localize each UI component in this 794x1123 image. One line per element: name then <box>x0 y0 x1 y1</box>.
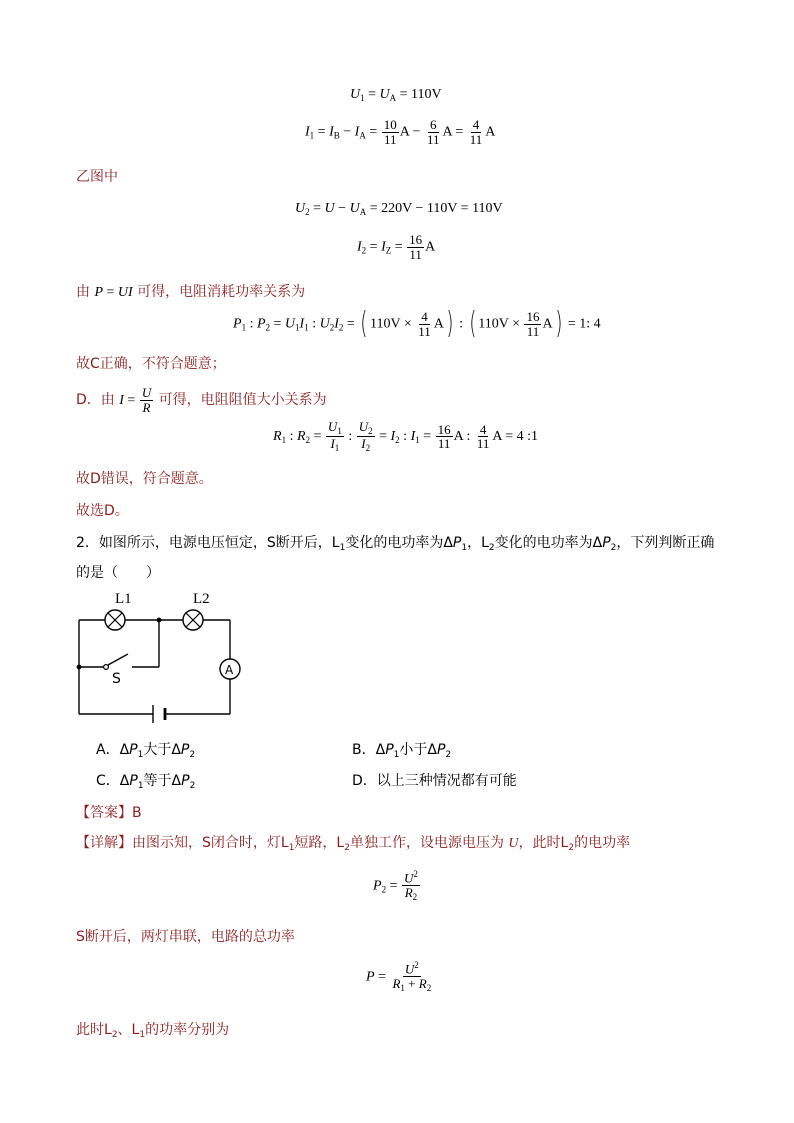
ammeter-label: A <box>225 663 234 677</box>
equation-u1: $U_1 = U_A = 110V$ <box>350 87 442 103</box>
switch-contact <box>104 665 109 670</box>
lamp-l2 <box>183 610 203 630</box>
p-intro: 由 P = UI 可得，电阻消耗功率关系为 <box>76 284 306 300</box>
equation-u2: $U_2 = U - U_A = 220V - 110V = 110V$ <box>295 201 503 217</box>
answer-label: 【答案】 <box>76 805 132 821</box>
d-wrong: 故D错误，符合题意。 <box>76 471 213 487</box>
answer-value: B <box>132 805 142 821</box>
equation-i2: $I_2 = I_Z$ = $\frac{16}{11}$ A <box>357 232 436 262</box>
option-a[interactable]: A．$\Delta P_1$大于$\Delta P_2$ <box>96 742 196 760</box>
equation-p-ratio: $P_1$ : $P_2 = U_1I_1$ : $U_2I_2$ = ( 110V × $\frac{4}{11}$ A) : ( 110V × $\frac{16}{11}$ A) = 1: 4 <box>233 306 601 342</box>
junction-dot-left <box>77 665 82 670</box>
lamp-l1-label: L1 <box>115 591 132 607</box>
detail-line: 【详解】由图示知，S闭合时，灯$L_1$短路，$L_2$单独工作，设电源电压为 U，此时$L_2$的电功率 <box>76 835 631 853</box>
equation-p2: $P_2$ = $\frac{U^2}{R_2}$ <box>373 869 418 902</box>
question-text-line2: 的是（ ） <box>76 565 160 581</box>
question-text-line1: 2．如图所示，电源电压恒定，S断开后，$L_1$变化的电功率为$\Delta P_1$，$L_2$变化的电功率为$\Delta P_2$，下列判断正确 <box>76 535 715 553</box>
yi-heading: 乙图中 <box>76 169 118 185</box>
option-c[interactable]: C．$\Delta P_1$等于$\Delta P_2$ <box>96 773 196 791</box>
equation-i1: $I_1 = I_B - I_A$ = $\frac{10}{11}$ A − $\frac{6}{11}$ A = $\frac{4}{11}$ A <box>305 117 496 147</box>
equation-p-total: P = $\frac{U^2}{R_1 + R_2}$ <box>366 960 432 993</box>
option-b[interactable]: B．$\Delta P_1$小于$\Delta P_2$ <box>352 742 452 760</box>
equation-r-ratio: $R_1$ : $R_2$ = $\frac{U_1}{I_1}$ : $\frac{U_2}{I_2}$ = $I_2$ : $I_1$ = $\frac{16}{11}$ A : $\frac{4}{11}$ A = 4 :1 <box>273 419 539 454</box>
c-correct: 故C正确，不符合题意； <box>76 356 226 372</box>
circuit-diagram <box>70 585 250 725</box>
choose-d: 故选D。 <box>76 503 129 519</box>
switch-label: S <box>112 671 121 687</box>
lamp-l1 <box>105 610 125 630</box>
detail-label: 【详解】 <box>76 835 132 851</box>
s-open-text: S断开后，两灯串联，电路的总功率 <box>76 929 295 945</box>
d-intro: D．由 I = $\frac{U}{R}$ 可得，电阻阻值大小关系为 <box>76 385 327 415</box>
answer-line <box>76 802 142 822</box>
junction-dot-top <box>157 618 162 623</box>
powers-text: 此时$L_2$、$L_1$的功率分别为 <box>76 1022 230 1040</box>
lamp-l2-label: L2 <box>193 591 210 607</box>
option-d[interactable]: D．以上三种情况都有可能 <box>352 773 517 789</box>
